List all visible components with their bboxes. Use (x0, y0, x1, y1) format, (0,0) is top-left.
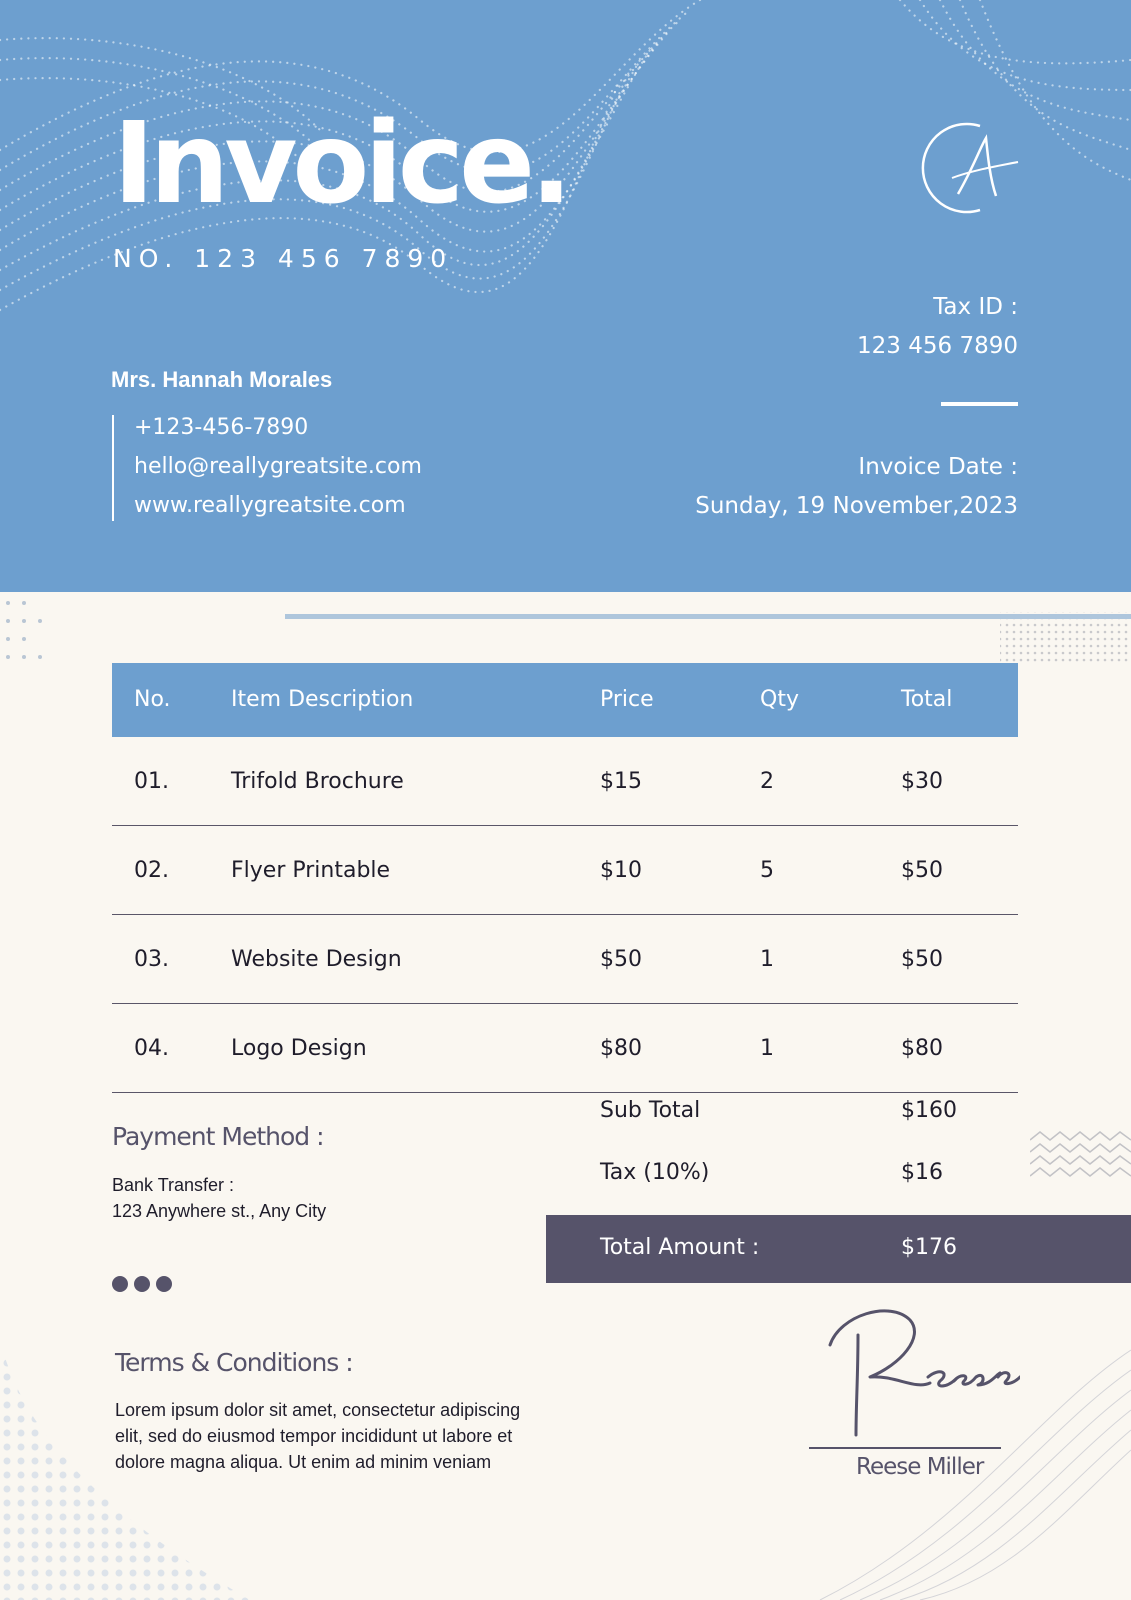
client-phone: +123-456-7890 (134, 415, 309, 440)
row-price: $50 (600, 946, 642, 972)
row-description: Flyer Printable (231, 857, 391, 883)
column-header-qty: Qty (760, 687, 799, 712)
client-email: hello@reallygreatsite.com (134, 454, 422, 479)
row-qty: 1 (760, 946, 774, 972)
table-row (112, 915, 1018, 1004)
row-description: Website Design (231, 946, 402, 972)
payment-method-line: Bank Transfer : (112, 1175, 235, 1195)
payment-method-title: Payment Method : (112, 1122, 324, 1151)
invoice-title: Invoice. (113, 99, 568, 229)
column-header-description: Item Description (231, 687, 414, 712)
total-amount-value: $176 (901, 1235, 957, 1260)
row-total: $30 (901, 768, 943, 794)
row-description: Logo Design (231, 1035, 367, 1061)
column-header-no: No. (134, 687, 171, 712)
row-price: $15 (600, 768, 642, 794)
tax-value: $16 (901, 1160, 943, 1185)
terms-title: Terms & Conditions : (115, 1348, 353, 1377)
payment-address-line: 123 Anywhere st., Any City (112, 1201, 327, 1221)
total-amount-label: Total Amount : (600, 1235, 760, 1260)
signature-image (800, 1305, 1020, 1445)
client-name: Mrs. Hannah Morales (111, 367, 333, 392)
tax-id-value: 123 456 7890 (857, 333, 1018, 359)
terms-text: Lorem ipsum dolor sit amet, consectetur adipiscing elit, sed do eiusmod tempor incididunt ut labore et dolore magna aliqua. Ut enim ad minim veniam (115, 1400, 521, 1472)
row-qty: 5 (760, 857, 774, 883)
row-no: 04. (134, 1035, 169, 1061)
row-total: $80 (901, 1035, 943, 1061)
row-no: 02. (134, 857, 169, 883)
monogram-a-icon (918, 118, 1030, 218)
dot-decoration (156, 1276, 172, 1292)
row-no: 03. (134, 946, 169, 972)
row-qty: 1 (760, 1035, 774, 1061)
row-total: $50 (901, 946, 943, 972)
row-price: $80 (600, 1035, 642, 1061)
signature-line (809, 1447, 1001, 1449)
dot-decoration (134, 1276, 150, 1292)
table-row (112, 1004, 1018, 1093)
invoice-date-value: Sunday, 19 November,2023 (695, 493, 1018, 519)
row-total: $50 (901, 857, 943, 883)
table-row (112, 826, 1018, 915)
dot-decoration (112, 1276, 128, 1292)
signatory-name: Reese Miller (856, 1454, 984, 1480)
column-header-total: Total (901, 687, 953, 712)
subtotal-value: $160 (901, 1098, 957, 1123)
invoice-number: NO. 123 456 7890 (113, 244, 454, 273)
row-price: $10 (600, 857, 642, 883)
table-row (112, 737, 1018, 826)
row-description: Trifold Brochure (231, 768, 404, 794)
contact-divider (112, 415, 114, 521)
row-no: 01. (134, 768, 169, 794)
halftone-decoration (0, 1300, 260, 1600)
subtotal-label: Sub Total (600, 1098, 701, 1123)
invoice-date-label: Invoice Date : (858, 454, 1018, 480)
table-header (112, 663, 1018, 737)
zigzag-decoration (1030, 1130, 1131, 1186)
row-qty: 2 (760, 768, 774, 794)
section-divider (285, 614, 1131, 619)
header-divider (941, 402, 1018, 406)
column-header-price: Price (600, 687, 654, 712)
client-website: www.reallygreatsite.com (134, 493, 406, 518)
items-table (112, 663, 1018, 1093)
tax-id-label: Tax ID : (933, 294, 1018, 320)
tax-label: Tax (10%) (600, 1160, 710, 1185)
dot-grid-decoration (0, 595, 50, 665)
